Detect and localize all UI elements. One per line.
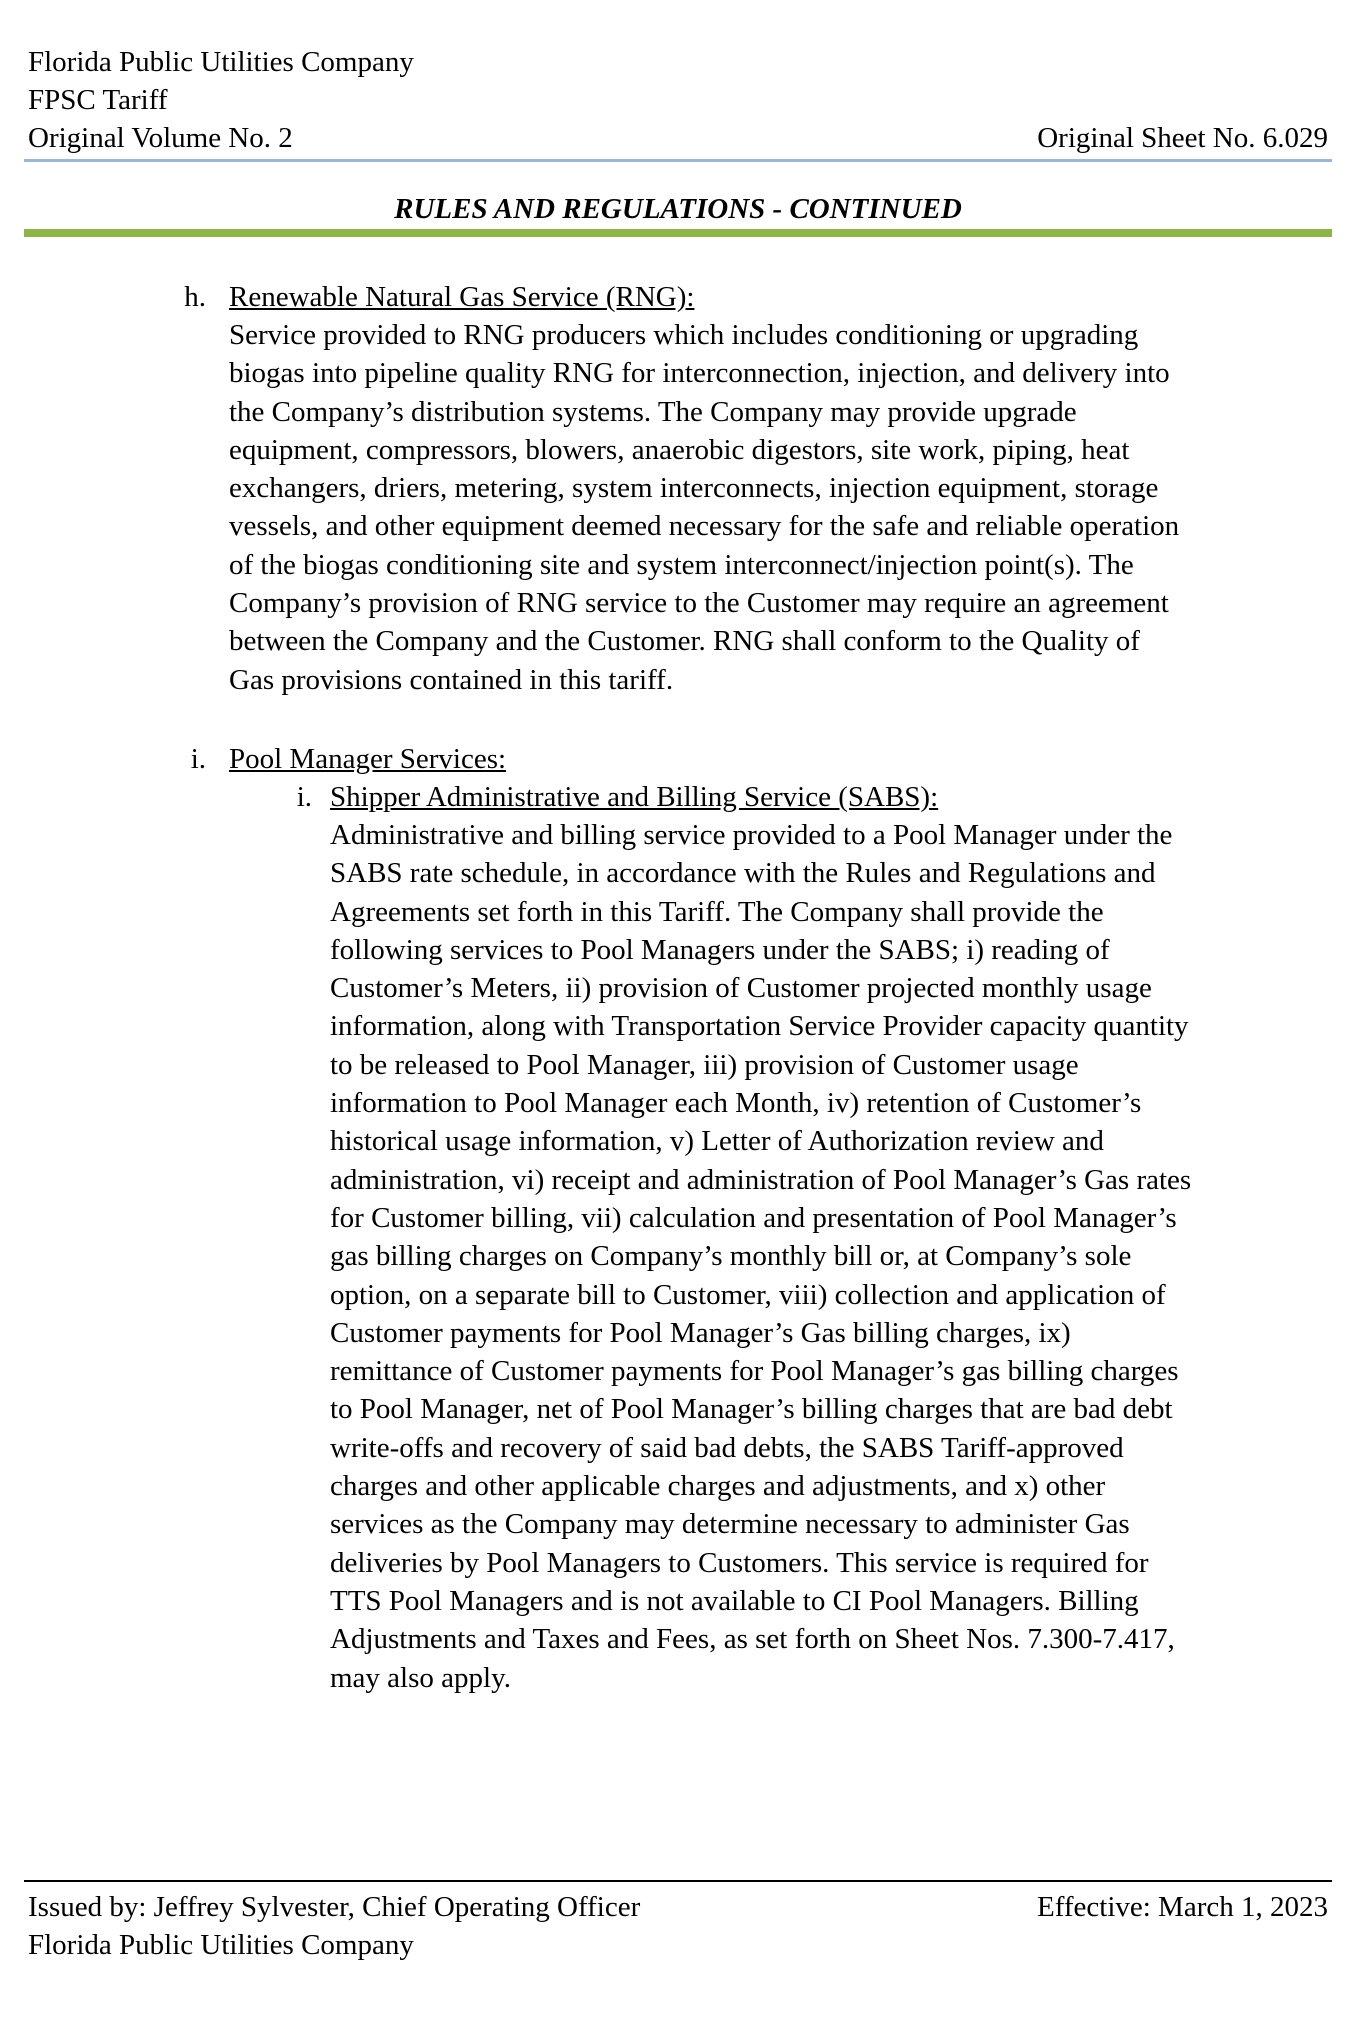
footer-divider [24, 1880, 1332, 1882]
header-company: Florida Public Utilities Company [28, 46, 414, 78]
sub-item-body-line: Customer’s Meters, ii) provision of Customer projected monthly usage [330, 972, 1152, 1005]
sub-item-body-line: historical usage information, v) Letter of Authorization review and [330, 1125, 1104, 1158]
section-divider [24, 229, 1332, 237]
sub-item-body-line: Administrative and billing service provided to a Pool Manager under the [330, 819, 1173, 851]
footer-company: Florida Public Utilities Company [28, 1929, 414, 1961]
item-h-body-line: the Company’s distribution systems. The Company may provide upgrade [229, 395, 1077, 428]
sub-item-body-line: administration, vi) receipt and administration of Pool Manager’s Gas rates [330, 1163, 1192, 1196]
footer-effective-date: Effective: March 1, 2023 [1037, 1891, 1328, 1923]
item-h-marker: h. [184, 281, 206, 313]
sub-item-body-line: SABS rate schedule, in accordance with the Rules and Regulations and [330, 857, 1156, 890]
item-h-body-line: Gas provisions contained in this tariff. [229, 663, 674, 696]
header-divider [24, 159, 1332, 162]
item-h-body [229, 316, 1179, 699]
sub-item-body-line: services as the Company may determine necessary to administer Gas [330, 1508, 1130, 1541]
sub-item-body-line: Adjustments and Taxes and Fees, as set forth on Sheet Nos. 7.300-7.417, [330, 1623, 1175, 1656]
item-h-heading: Renewable Natural Gas Service (RNG): [229, 281, 695, 313]
header-sheet-number: Original Sheet No. 6.029 [1037, 122, 1328, 154]
sub-item-body-line: option, on a separate bill to Customer, viii) collection and application of [330, 1278, 1166, 1311]
item-i-marker: i. [190, 743, 206, 775]
sub-item-body-line: write-offs and recovery of said bad debts, the SABS Tariff-approved [330, 1431, 1124, 1464]
sub-item-body-line: deliveries by Pool Managers to Customers. This service is required for [330, 1546, 1149, 1579]
sub-item-body-line: information to Pool Manager each Month, iv) retention of Customer’s [330, 1087, 1142, 1120]
sub-item-body-line: Customer payments for Pool Manager’s Gas billing charges, ix) [330, 1316, 1071, 1349]
sub-item-body [330, 816, 1191, 1697]
sub-item-marker: i. [296, 781, 312, 813]
item-h-body-line: biogas into pipeline quality RNG for interconnection, injection, and delivery into [229, 357, 1170, 390]
section-title: RULES AND REGULATIONS - CONTINUED [394, 193, 962, 225]
item-h-body-line: exchangers, driers, metering, system interconnects, injection equipment, storage [229, 472, 1159, 505]
sub-item-body-line: Agreements set forth in this Tariff. The Company shall provide the [330, 895, 1104, 928]
sub-item-body-line: to Pool Manager, net of Pool Manager’s billing charges that are bad debt [330, 1393, 1173, 1426]
sub-item-body-line: remittance of Customer payments for Pool Manager’s gas billing charges [330, 1355, 1179, 1388]
item-h-body-line: Company’s provision of RNG service to the Customer may require an agreement [229, 587, 1169, 620]
sub-item-body-line: for Customer billing, vii) calculation and presentation of Pool Manager’s [330, 1201, 1177, 1234]
page-header [28, 43, 414, 157]
item-h-body-line: vessels, and other equipment deemed necessary for the safe and reliable operation [229, 510, 1180, 543]
header-volume: Original Volume No. 2 [28, 122, 293, 154]
sub-item-body-line: may also apply. [330, 1661, 511, 1694]
header-tariff: FPSC Tariff [28, 84, 168, 116]
sub-item-body-line: to be released to Pool Manager, iii) provision of Customer usage [330, 1048, 1079, 1081]
sub-item-body-line: information, along with Transportation Service Provider capacity quantity [330, 1010, 1189, 1043]
item-h-body-line: between the Company and the Customer. RNG shall conform to the Quality of [229, 625, 1140, 658]
item-i-heading: Pool Manager Services: [229, 743, 507, 775]
sub-item-heading: Shipper Administrative and Billing Service (SABS): [330, 781, 939, 813]
sub-item-body-line: gas billing charges on Company’s monthly bill or, at Company’s sole [330, 1240, 1132, 1273]
item-h-body-line: of the biogas conditioning site and system interconnect/injection point(s). The [229, 548, 1134, 581]
sub-item-body-line: TTS Pool Managers and is not available to CI Pool Managers. Billing [330, 1584, 1139, 1617]
item-h-body-line: equipment, compressors, blowers, anaerobic digestors, site work, piping, heat [229, 433, 1130, 466]
sub-item-body-line: following services to Pool Managers under the SABS; i) reading of [330, 933, 1110, 966]
item-h-body-line: Service provided to RNG producers which includes conditioning or upgrading [229, 319, 1139, 351]
sub-item-body-line: charges and other applicable charges and adjustments, and x) other [330, 1470, 1106, 1503]
page-footer [28, 1888, 640, 1964]
footer-issued-by: Issued by: Jeffrey Sylvester, Chief Operating Officer [28, 1891, 641, 1923]
